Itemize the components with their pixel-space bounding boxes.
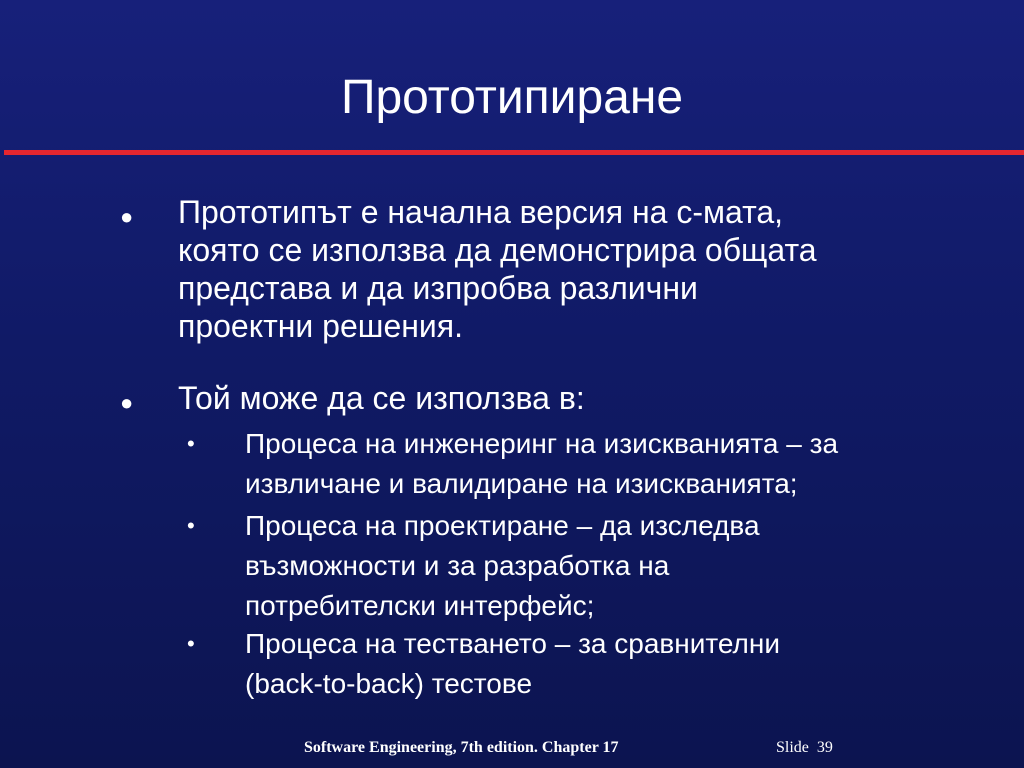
text-line: Той може да се използва в: <box>178 380 585 416</box>
footer-slide-number <box>776 738 833 758</box>
text-line: Процеса на тестването – за сравнителни <box>245 628 780 659</box>
text-line: проектни решения. <box>178 308 463 344</box>
footer-course-title: Software Engineering, 7th edition. Chapter 17 <box>304 739 619 756</box>
bullet-1-text <box>178 193 998 345</box>
text-line: която се използва да демонстрира общата <box>178 232 817 268</box>
bullet-icon: ● <box>120 204 134 229</box>
text-line: Процеса на инженеринг на изискванията – за <box>245 428 839 459</box>
subbullet-2-text <box>245 506 1005 626</box>
slide-label: Slide <box>776 739 809 756</box>
text-line: възможности и за разработка на <box>245 550 670 581</box>
text-line: представа и да изпробва различни <box>178 270 698 306</box>
subbullet-1-text <box>245 424 1005 504</box>
subbullet-icon: • <box>187 513 195 538</box>
text-line: извличане и валидиране на изискванията; <box>245 468 798 499</box>
subbullet-3-text <box>245 624 1005 704</box>
slide-title: Прототипиране <box>340 71 684 124</box>
text-line: потребителски интерфейс; <box>245 590 595 621</box>
subbullet-icon: • <box>187 631 195 656</box>
text-line: (back-to-back) тестове <box>245 668 533 699</box>
subbullet-icon: • <box>187 431 195 456</box>
bullet-2-text <box>178 379 998 417</box>
title-divider <box>4 150 1024 155</box>
bullet-icon: ● <box>120 390 134 415</box>
text-line: Прототипът е начална версия на с-мата, <box>178 194 784 230</box>
text-line: Процеса на проектиране – да изследва <box>245 510 760 541</box>
slide-number: 39 <box>816 739 833 756</box>
